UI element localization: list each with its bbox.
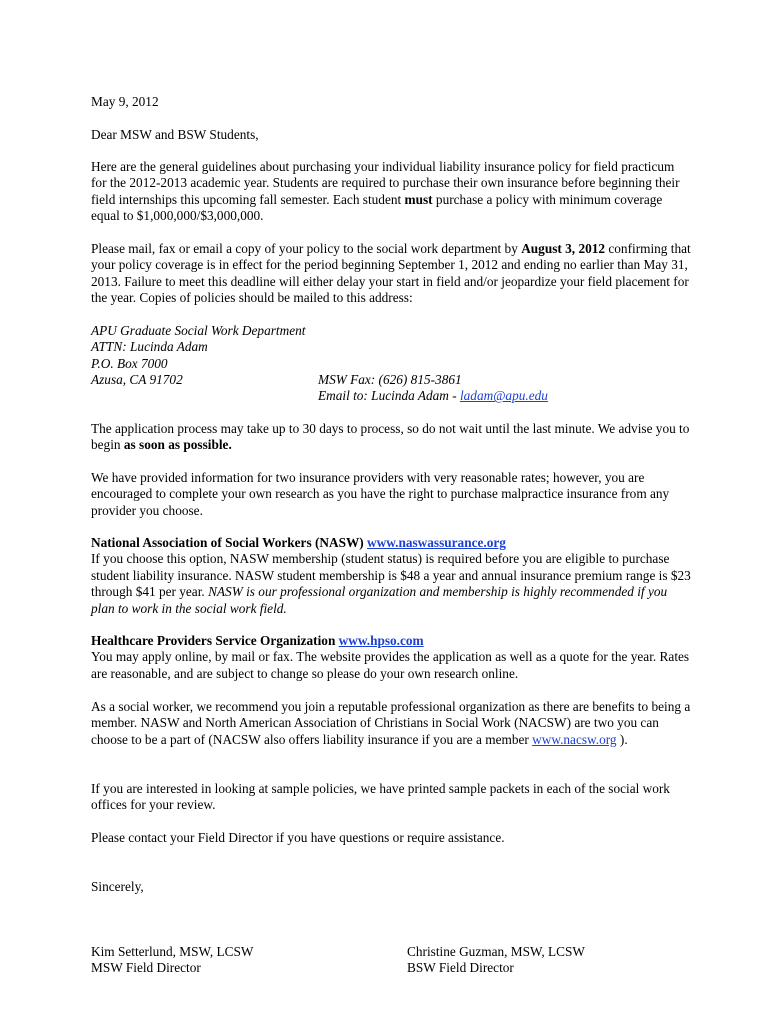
- signature-title: BSW Field Director: [407, 960, 514, 976]
- hpso-link[interactable]: www.hpso.com: [338, 633, 424, 648]
- salutation: Dear MSW and BSW Students,: [91, 127, 259, 142]
- address-line: Azusa, CA 91702: [91, 372, 183, 388]
- nasw-link[interactable]: www.naswassurance.org: [367, 535, 506, 550]
- paragraph-text: Here are the general guidelines about purchasing your individual liability insurance policy for field practicum for the 2012-2013 academic year. Students are required to purchase their own insurance before beginning their field internships this upcoming fall semester. Each student: [91, 159, 680, 207]
- hpso-heading-line: [91, 633, 691, 649]
- email-link[interactable]: ladam@apu.edu: [459, 388, 548, 404]
- nasw-heading-line: [91, 535, 691, 551]
- email-line: [318, 388, 548, 404]
- address-line: P.O. Box 7000: [91, 355, 168, 371]
- nasw-body: [91, 551, 691, 617]
- nasw-heading: National Association of Social Workers (NASW): [91, 535, 364, 550]
- signature-name: Kim Setterlund, MSW, LCSW: [91, 944, 254, 959]
- hpso-body: You may apply online, by mail or fax. The website provides the application as well as a quote for the year. Rates are reasonable, and are subject to change so please do your own research online.: [91, 649, 690, 681]
- hpso-heading: Healthcare Providers Service Organization: [91, 633, 336, 648]
- contact-info: [318, 372, 548, 405]
- nasw-recommendation: NASW is our professional organization and membership is highly recommended if you plan to work in the social work field.: [91, 584, 668, 616]
- address-line: APU Graduate Social Work Department: [91, 323, 306, 338]
- paragraph-sample-policies: If you are interested in looking at sample policies, we have printed sample packets in each of the social work offices for your review.: [91, 781, 670, 813]
- nacsw-link[interactable]: www.nacsw.org: [532, 731, 617, 747]
- paragraph-text: purchase a policy with minimum coverage equal to $1,000,000/$3,000,000.: [91, 191, 663, 224]
- fax-number: MSW Fax: (626) 815-3861: [318, 372, 462, 387]
- letter-date: May 9, 2012: [91, 94, 159, 109]
- paragraph-providers: We have provided information for two insurance providers with very reasonable rates; however, you are encouraged to complete your own research as you have the right to purchase malpractice insurance from any provider you choose.: [91, 470, 670, 518]
- signature-bsw: [407, 944, 585, 977]
- signature-msw: [91, 944, 253, 977]
- closing: Sincerely,: [91, 879, 144, 894]
- paragraph-text: If you choose this option, NASW membership (student status) is required before you are eligible to purchase student liability insurance. NASW student membership is $48 a year and annual insurance premium range is $23 through $41 per year.: [91, 551, 691, 600]
- email-label: Email to: Lucinda Adam -: [318, 388, 460, 404]
- paragraph-professional-org: [91, 699, 691, 748]
- paragraph-text: As a social worker, we recommend you join a reputable professional organization as there are benefits to being a member. NASW and North American Association of Christians in Social Work (NACSW) are two you can choose to be a part of (NACSW also offers liability insurance if you are a member: [91, 699, 691, 747]
- paragraph-application-process: [91, 421, 691, 454]
- deadline-date: August 3, 2012: [521, 241, 606, 256]
- paragraph-deadline: [91, 241, 691, 307]
- address-line: ATTN: Lucinda Adam: [91, 339, 208, 355]
- signature-title: MSW Field Director: [91, 960, 201, 976]
- paragraph-text: confirming that your policy coverage is in effect for the period beginning September 1, 2012 and ending no earlier than May 31, 2013. Failure to meet this deadline will either delay your start in field and/or jeopardize your field placement for the year. Copies of policies should be mailed to this address:: [91, 241, 691, 306]
- section-nasw: [91, 535, 691, 617]
- emphasis-asap: as soon as possible.: [123, 437, 232, 453]
- paragraph-guidelines: [91, 159, 691, 225]
- paragraph-text: Please mail, fax or email a copy of your policy to the social work department by: [91, 241, 522, 256]
- signature-name: Christine Guzman, MSW, LCSW: [407, 944, 585, 959]
- emphasis-must: must: [404, 191, 433, 207]
- paragraph-text: ).: [616, 731, 628, 747]
- paragraph-text: The application process may take up to 30 days to process, so do not wait until the last minute. We advise you to begin: [91, 421, 690, 453]
- paragraph-contact: Please contact your Field Director if you have questions or require assistance.: [91, 830, 505, 845]
- section-hpso: [91, 633, 691, 682]
